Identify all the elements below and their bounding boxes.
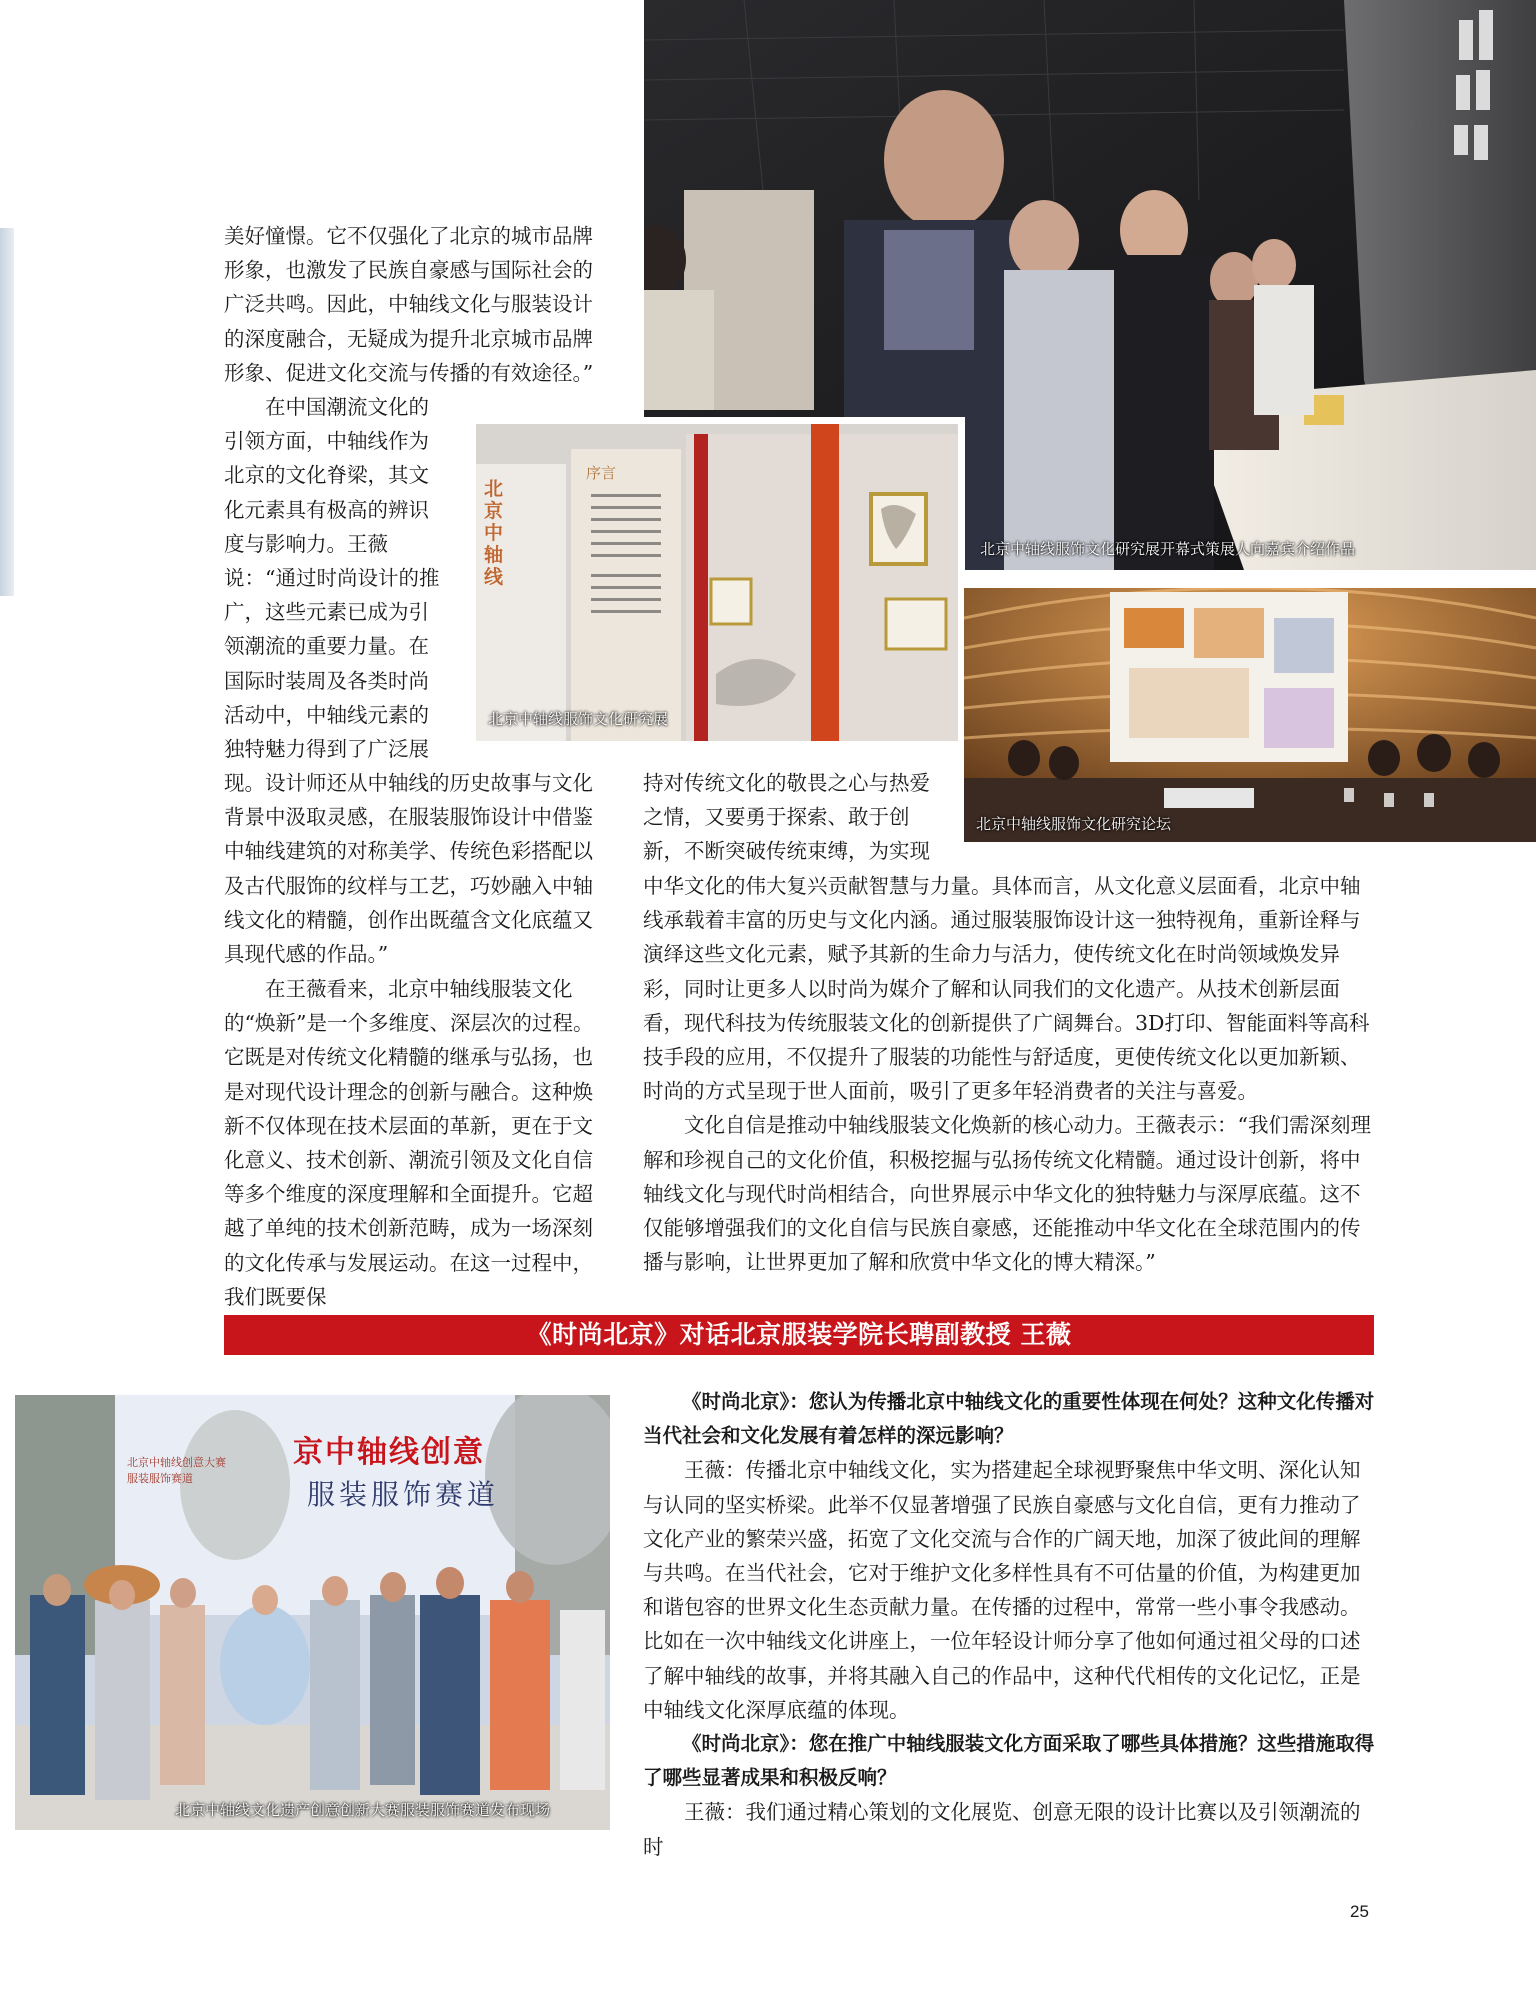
paragraph: 美好憧憬。它不仅强化了北京的城市品牌形象，也激发了民族自豪感与国际社会的广泛共鸣。因此，中轴线文化与服装设计的深度融合，无疑成为提升北京城市品牌形象、促进文化交流与传播的有效途径。” [224, 224, 594, 385]
col1-para2-narrow [224, 390, 444, 766]
runway-backdrop-title: 京中轴线创意 [293, 1435, 485, 1470]
photo-runway [15, 1395, 610, 1830]
paragraph: 持对传统文化的敬畏之心与热爱之情，又要勇于探索、敢于创新，不断突破传统束缚，为实现 [643, 771, 930, 864]
caption-curator-photo: 北京中轴线服饰文化研究展开幕式策展人向嘉宾介绍作品 [980, 540, 1356, 558]
answer-1: 王薇：传播北京中轴线文化，实为搭建起全球视野聚焦中华文明、深化认知与认同的坚实桥梁。此举不仅显著增强了民族自豪感与文化自信，更有力推动了文化产业的繁荣兴盛，拓宽了文化交流与合作的广阔天地，加深了彼此间的理解与共鸣。在当代社会，它对于维护文化多样性具有不可估量的价值，为构建更加和谐包容的世界文化生态贡献力量。在传播的过程中，常常一些小事令我感动。比如在一次中轴线文化讲座上，一位年轻设计师分享了他如何通过祖父母的口述了解中轴线的故事，并将其融入自己的作品中，这种代代相传的文化记忆，正是中轴线文化深厚底蕴的体现。 [643, 1458, 1361, 1722]
col1-para1 [224, 219, 608, 390]
col2-wide [643, 869, 1377, 1279]
page-number: 25 [1350, 1902, 1369, 1921]
caption-runway-photo: 北京中轴线文化遗产创意创新大赛服装服饰赛道发布现场 [175, 1801, 551, 1819]
paragraph: 在王薇看来，北京中轴线服装文化的“焕新”是一个多维度、深层次的过程。它既是对传统文化精髓的继承与弘扬，也是对现代设计理念的创新与融合。这种焕新不仅体现在技术层面的革新，更在于文化意义、技术创新、潮流引领及文化自信等多个维度的深度理解和全面提升。它超越了单纯的技术创新范畴，成为一场深刻的文化传承与发展运动。在这一过程中，我们既要保 [224, 977, 594, 1309]
runway-logo-text: 北京中轴线创意大赛 服装服饰赛道 [127, 1456, 226, 1485]
question-1: 《时尚北京》：您认为传播北京中轴线文化的重要性体现在何处？这种文化传播对当代社会和文化发展有着怎样的深远影响？ [643, 1390, 1375, 1448]
exhibit-panel-heading: 序言 [586, 464, 617, 482]
photo-exhibition [469, 417, 965, 748]
col1-para3 [224, 972, 608, 1314]
interview-text [643, 1385, 1377, 1864]
runway-backdrop-subtitle: 服装服饰赛道 [307, 1478, 500, 1511]
paragraph: 中华文化的伟大复兴贡献智慧与力量。具体而言，从文化意义层面看，北京中轴线承载着丰富的历史与文化内涵。通过服装服饰设计这一独特视角，重新诠释与演绎这些文化元素，赋予其新的生命力与活力，使传统文化在时尚领域焕发异彩，同时让更多人以时尚为媒介了解和认同我们的文化遗产。从技术创新层面看，现代科技为传统服装文化的创新提供了广阔舞台。3D打印、智能面料等高科技手段的应用，不仅提升了服装的功能性与舒适度，更使传统文化以更加新颖、时尚的方式呈现于世人面前，吸引了更多年轻消费者的关注与喜爱。 [643, 874, 1370, 1104]
photo-forum [964, 588, 1536, 842]
caption-exhibition-photo: 北京中轴线服饰文化研究展 [488, 710, 669, 728]
question-2: 《时尚北京》：您在推广中轴线服装文化方面采取了哪些具体措施？这些措施取得了哪些显著成果和积极反响？ [643, 1732, 1375, 1790]
col2-narrow [643, 766, 939, 869]
answer-2: 王薇：我们通过精心策划的文化展览、创意无限的设计比赛以及引领潮流的时 [643, 1800, 1361, 1859]
left-edge-image-strip [0, 228, 14, 596]
caption-forum-photo: 北京中轴线服饰文化研究论坛 [976, 815, 1172, 833]
paragraph: 在中国潮流文化的引领方面，中轴线作为北京的文化脊梁，其文化元素具有极高的辨识度与影响力。王薇说：“通过时尚设计的推广，这些元素已成为引领潮流的重要力量。在国际时装周及各类时尚活动中，中轴线元素的独特魅力得到了广泛展 [224, 395, 440, 762]
paragraph: 现。设计师还从中轴线的历史故事与文化背景中汲取灵感，在服装服饰设计中借鉴中轴线建筑的对称美学、传统色彩搭配以及古代服饰的纹样与工艺，巧妙融入中轴线文化的精髓，创作出既蕴含文化底蕴又具现代感的作品。” [224, 771, 593, 967]
exhibit-vertical-title: 北京中轴线 [484, 478, 504, 588]
col1-para2-wide [224, 766, 608, 971]
paragraph: 文化自信是推动中轴线服装文化焕新的核心动力。王薇表示：“我们需深刻理解和珍视自己的文化价值，积极挖掘与弘扬传统文化精髓。通过设计创新，将中轴线文化与现代时尚相结合，向世界展示中华文化的独特魅力与深厚底蕴。这不仅能够增强我们的文化自信与民族自豪感，还能推动中华文化在全球范围内的传播与影响，让世界更加了解和欣赏中华文化的博大精深。” [643, 1113, 1371, 1275]
interview-banner: 《时尚北京》对话北京服装学院长聘副教授 王薇 [224, 1315, 1374, 1355]
